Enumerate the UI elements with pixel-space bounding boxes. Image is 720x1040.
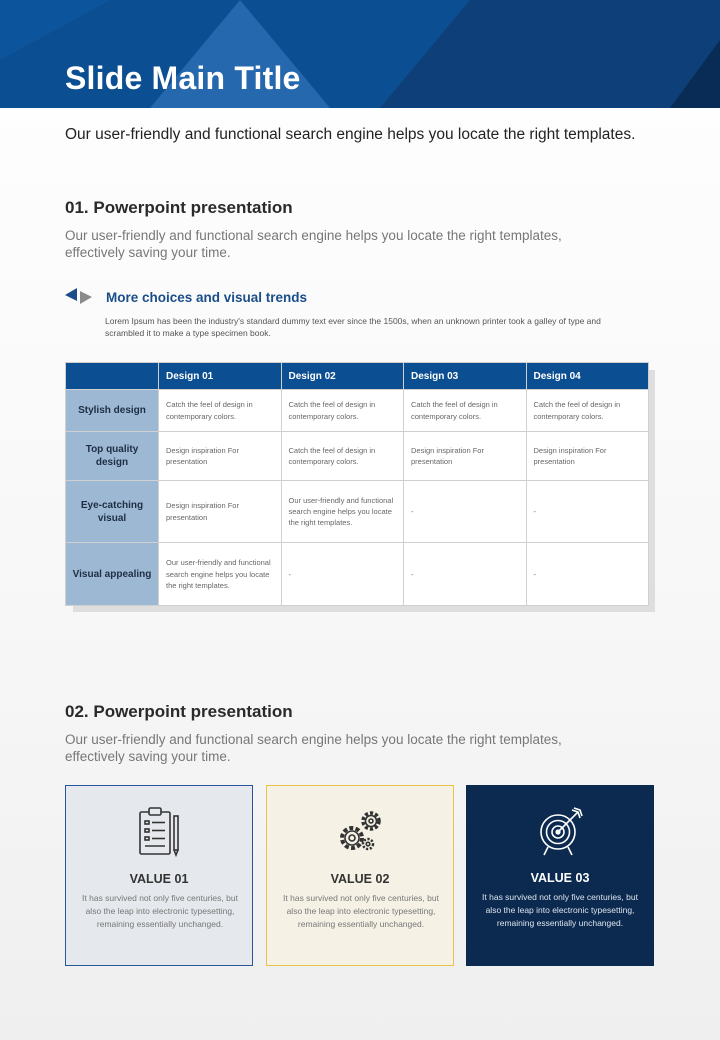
table-header-cell: Design 02 [281,363,404,390]
value-card-text: It has survived not only five centuries, but also the leap into electronic typesetting, remaining essentially unchanged. [482,892,638,928]
table-row [66,480,649,543]
section2-title: 02. Powerpoint presentation [65,702,293,721]
table-cell: Design inspiration For presentation [159,432,282,480]
table-cell: Catch the feel of design in contemporary colors. [159,390,282,432]
page-subtitle: Our user-friendly and functional search engine helps you locate the right templates. [65,126,636,143]
value-card-3 [466,785,654,966]
gears-icon [267,806,453,858]
table-corner-cell [66,363,159,390]
subsection-text: Lorem Ipsum has been the industry's standard dummy text ever since the 1500s, when an unknown printer took a galley of type and scrambled it to make a type specimen book. [105,316,601,338]
clipboard-icon [66,806,252,858]
table-header-cell: Design 03 [404,363,527,390]
table-cell: - [404,480,527,543]
table-cell: Design inspiration For presentation [404,432,527,480]
table-cell: Our user-friendly and functional search engine helps you locate the right templates. [281,480,404,543]
table-cell: - [526,480,649,543]
table-row [66,390,649,432]
value-card-title: VALUE 01 [129,872,189,886]
subsection-title: More choices and visual trends [106,290,308,305]
row-label: Eye-catching visual [66,480,159,543]
row-label: Visual appealing [66,543,159,606]
table-cell: - [281,543,404,606]
page-title: Slide Main Title [65,60,301,96]
value-card-2 [266,785,454,966]
value-card-text: It has survived not only five centuries, but also the leap into electronic typesetting, remaining essentially unchanged. [82,893,238,929]
row-label: Top quality design [66,432,159,480]
table-cell: Our user-friendly and functional search engine helps you locate the right templates. [159,543,282,606]
section2-description: Our user-friendly and functional search engine helps you locate the right templates, effectively saving your time. [65,732,562,764]
value-card-title: VALUE 02 [330,872,390,886]
table-cell: Design inspiration For presentation [526,432,649,480]
section1-title: 01. Powerpoint presentation [65,198,293,217]
value-card-1 [65,785,253,966]
table-header-cell: Design 04 [526,363,649,390]
section1-description: Our user-friendly and functional search engine helps you locate the right templates, effectively saving your time. [65,228,562,260]
arrows-icon [64,288,94,304]
table-cell: Catch the feel of design in contemporary colors. [404,390,527,432]
table-cell: - [404,543,527,606]
table-row [66,432,649,480]
table-cell: Catch the feel of design in contemporary colors. [281,432,404,480]
table-header-cell: Design 01 [159,363,282,390]
table-cell: Catch the feel of design in contemporary colors. [281,390,404,432]
header-banner [0,0,720,108]
value-card-text: It has survived not only five centuries, but also the leap into electronic typesetting, remaining essentially unchanged. [283,893,439,929]
comparison-table [65,362,649,606]
table-row [66,543,649,606]
table-cell: - [526,543,649,606]
row-label: Stylish design [66,390,159,432]
table-cell: Catch the feel of design in contemporary colors. [526,390,649,432]
value-card-title: VALUE 03 [530,871,590,885]
table-header-row [66,363,649,390]
table-cell: Design inspiration For presentation [159,480,282,543]
target-icon [466,805,654,857]
